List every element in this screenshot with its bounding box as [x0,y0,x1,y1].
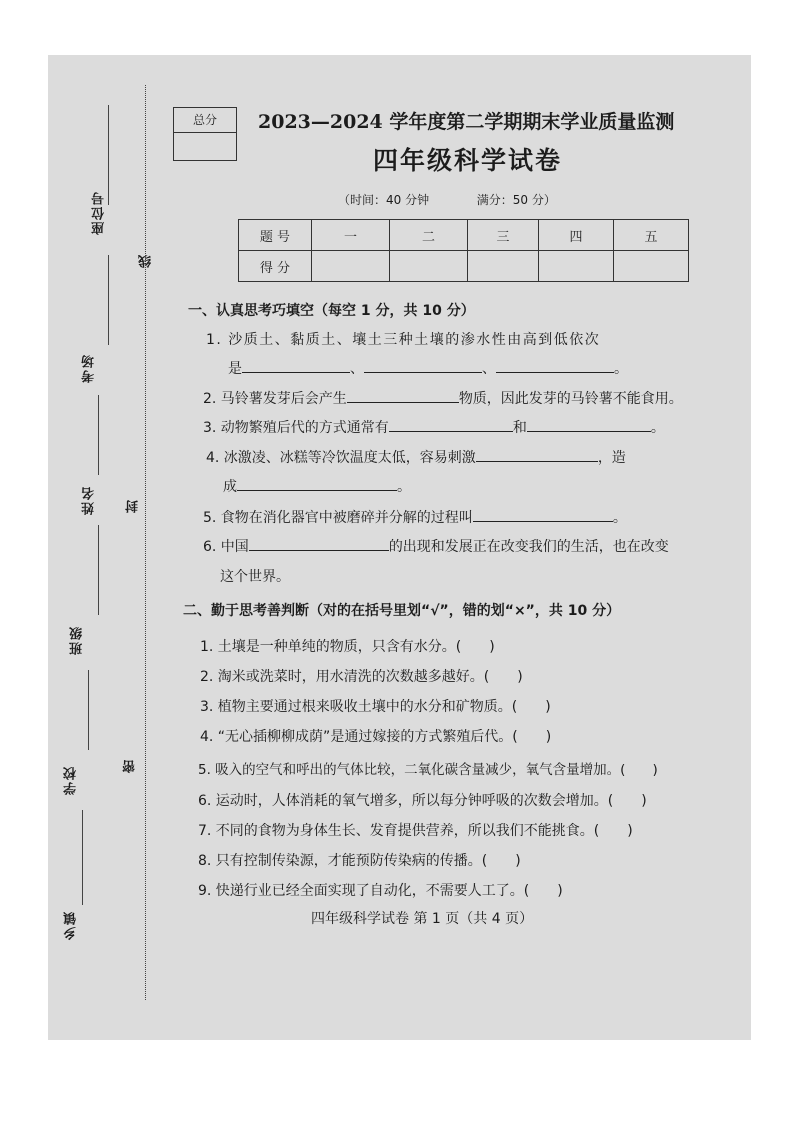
dotted-binding-line [145,85,146,1000]
question-6-line-2: 这个世界。 [220,569,290,585]
question-1-line-2: 是 、 、 。 [228,361,628,377]
judgement-item: 4. “无心插柳柳成荫”是通过嫁接的方式繁殖后代。( ) [200,729,552,745]
answer-blank[interactable] [473,521,613,522]
judgement-item: 6. 运动时，人体消耗的氧气增多，所以每分钟呼吸的次数会增加。( ) [198,793,647,809]
score-table-header-row [239,220,689,251]
judgement-item: 8. 只有控制传染源，才能预防传染病的传播。( ) [198,853,521,869]
judgement-item: 3. 植物主要通过根来吸收土壤中的水分和矿物质。( ) [200,699,551,715]
score-table-cell: 五 [614,220,689,251]
town-label: 乡镇 [64,910,79,940]
name-label: 姓名 [82,485,97,515]
seat-number-label: 座位号 [92,190,107,235]
margin-underline [82,810,83,905]
judgement-item: 2. 淘米或洗菜时，用水清洗的次数越多越好。( ) [200,669,523,685]
score-table-cell: 题 号 [239,220,312,251]
judgement-item: 1. 土壤是一种单纯的物质，只含有水分。( ) [200,639,495,655]
score-input-cell[interactable] [312,251,390,282]
score-table-cell: 三 [468,220,539,251]
margin-underline [98,525,99,615]
school-label: 学校 [64,765,79,795]
seal-line-char: 线 [139,255,154,268]
answer-blank[interactable] [476,461,598,462]
full-score: 满分：50 分） [476,193,556,207]
margin-underline [108,255,109,345]
seal-seal-char: 封 [126,500,141,513]
total-score-label: 总分 [174,108,236,133]
question-3: 3. 动物繁殖后代的方式通常有 和 。 [203,420,665,436]
seal-secret-char: 密 [123,760,138,773]
question-4-line-1: 4. 冰激凌、冰糕等冷饮温度太低，容易刺激 ，造 [206,450,626,466]
score-table-cell: 四 [539,220,614,251]
exam-info [338,191,556,208]
answer-blank[interactable] [242,372,350,373]
question-2: 2. 马铃薯发芽后会产生 物质，因此发芽的马铃薯不能食用。 [203,391,683,407]
answer-blank[interactable] [249,550,389,551]
score-input-cell[interactable] [539,251,614,282]
page-footer: 四年级科学试卷 第 1 页（共 4 页） [311,911,534,927]
time-limit: （时间：40 分钟 [338,193,430,207]
score-table-cell: 得 分 [239,251,312,282]
score-input-cell[interactable] [468,251,539,282]
answer-blank[interactable] [389,431,513,432]
score-table-cell: 一 [312,220,390,251]
question-4-line-2: 成 。 [223,479,411,495]
score-table-cell: 二 [390,220,468,251]
question-6-line-1: 6. 中国 的出现和发展正在改变我们的生活，也在改变 [203,539,669,555]
section1-heading: 一、认真思考巧填空（每空 1 分，共 10 分） [188,303,475,319]
score-table-score-row [239,251,689,282]
exam-paper-photo [48,55,751,1040]
score-input-cell[interactable] [614,251,689,282]
score-table [238,219,689,282]
margin-underline [88,670,89,750]
judgement-item: 5. 吸入的空气和呼出的气体比较，二氧化碳含量减少，氧气含量增加。( ) [198,762,658,778]
answer-blank[interactable] [496,372,614,373]
exam-subtitle: 四年级科学试卷 [373,146,563,175]
exam-room-label: 考场 [82,353,97,383]
exam-title: 2023—2024 学年度第二学期期末学业质量监测 [258,111,675,133]
section2-heading: 二、勤于思考善判断（对的在括号里划“√”，错的划“×”，共 10 分） [183,603,621,619]
margin-underline [98,395,99,475]
question-5: 5. 食物在消化器官中被磨碎并分解的过程叫 。 [203,510,627,526]
answer-blank[interactable] [364,372,482,373]
answer-blank[interactable] [347,402,459,403]
judgement-item: 9. 快递行业已经全面实现了自动化，不需要人工了。( ) [198,883,563,899]
answer-blank[interactable] [237,490,397,491]
class-label: 班级 [70,625,85,655]
question-1-line-1: 1. 沙质土、黏质土、壤土三种土壤的渗水性由高到低依次 [206,332,601,348]
answer-blank[interactable] [527,431,651,432]
judgement-item: 7. 不同的食物为身体生长、发育提供营养，所以我们不能挑食。( ) [198,823,633,839]
total-score-box [173,107,237,161]
score-input-cell[interactable] [390,251,468,282]
